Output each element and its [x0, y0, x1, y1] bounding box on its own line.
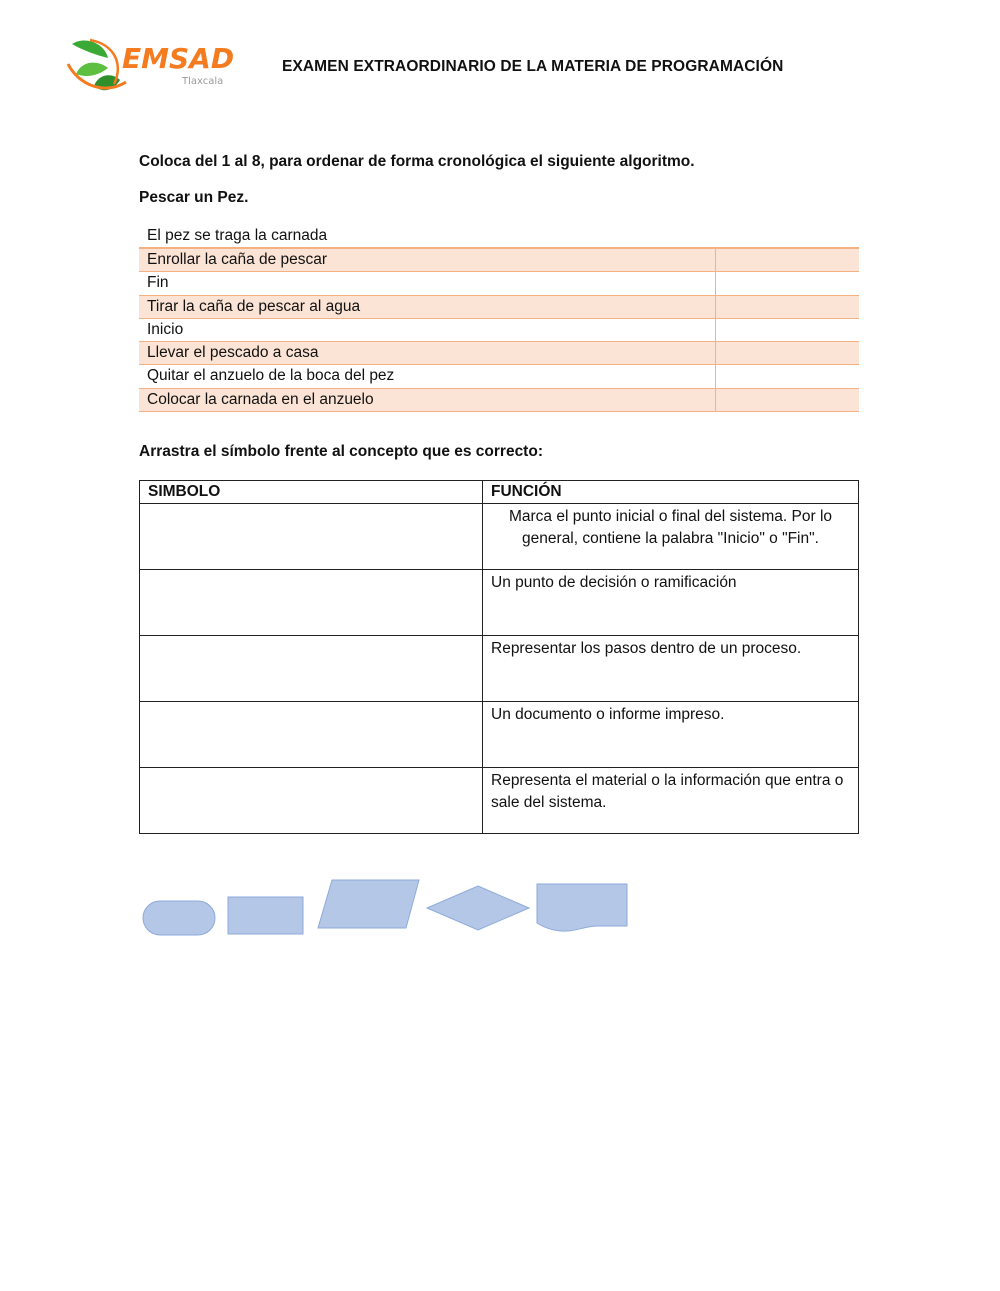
draggable-symbols: [140, 875, 640, 945]
order-step-text: Colocar la carnada en el anzuelo: [139, 389, 716, 411]
order-answer-box[interactable]: [716, 342, 859, 364]
function-text: Un punto de decisión o ramificación: [483, 570, 859, 636]
order-step-text: Tirar la caña de pescar al agua: [139, 296, 716, 318]
data-shape[interactable]: [318, 880, 419, 928]
order-table: [139, 225, 859, 412]
order-row: [139, 249, 859, 272]
question1-subtitle: Pescar un Pez.: [139, 189, 249, 206]
order-answer-box[interactable]: [716, 249, 859, 271]
symbol-drop-zone[interactable]: [140, 570, 483, 636]
svg-text:EMSAD: EMSAD: [122, 42, 234, 75]
order-row: [139, 272, 859, 295]
process-shape[interactable]: [228, 897, 303, 934]
function-text: Representa el material o la información que entra o sale del sistema.: [483, 768, 859, 834]
order-step-text: Fin: [139, 272, 716, 294]
function-text: Marca el punto inicial o final del sistema. Por lo general, contiene la palabra "Inicio" o "Fin".: [483, 504, 859, 570]
order-row: [139, 365, 859, 388]
order-row: [139, 342, 859, 365]
table-row: [140, 570, 859, 636]
order-answer-box[interactable]: [716, 389, 859, 411]
decision-shape[interactable]: [427, 886, 529, 930]
emsad-logo: [64, 34, 234, 106]
question1-instruction: Coloca del 1 al 8, para ordenar de forma cronológica el siguiente algoritmo.: [139, 153, 695, 170]
order-step-text: Enrollar la caña de pescar: [139, 249, 716, 271]
question2-instruction: Arrastra el símbolo frente al concepto que es correcto:: [139, 443, 543, 460]
order-first-item: El pez se traga la carnada: [139, 225, 859, 249]
function-text: Representar los pasos dentro de un proceso.: [483, 636, 859, 702]
order-answer-box[interactable]: [716, 296, 859, 318]
table-row: [140, 636, 859, 702]
symbol-drop-zone[interactable]: [140, 504, 483, 570]
order-answer-box[interactable]: [716, 272, 859, 294]
order-row: [139, 389, 859, 412]
svg-text:Tlaxcala: Tlaxcala: [182, 76, 224, 87]
table-row: [140, 702, 859, 768]
order-answer-box[interactable]: [716, 365, 859, 387]
exam-title: EXAMEN EXTRAORDINARIO DE LA MATERIA DE PROGRAMACIÓN: [282, 58, 784, 75]
order-row: [139, 319, 859, 342]
table-row: [140, 504, 859, 570]
symbol-header: SIMBOLO: [140, 481, 483, 504]
table-row: [140, 768, 859, 834]
order-answer-box[interactable]: [716, 319, 859, 341]
order-row: [139, 296, 859, 319]
symbol-drop-zone[interactable]: [140, 702, 483, 768]
symbol-drop-zone[interactable]: [140, 636, 483, 702]
document-shape[interactable]: [537, 884, 627, 931]
terminator-shape[interactable]: [143, 901, 215, 935]
order-step-text: Llevar el pescado a casa: [139, 342, 716, 364]
table-header-row: [140, 481, 859, 504]
function-header: FUNCIÓN: [483, 481, 859, 504]
function-text: Un documento o informe impreso.: [483, 702, 859, 768]
symbol-function-table: [139, 480, 859, 834]
symbol-drop-zone[interactable]: [140, 768, 483, 834]
order-step-text: Quitar el anzuelo de la boca del pez: [139, 365, 716, 387]
order-step-text: Inicio: [139, 319, 716, 341]
